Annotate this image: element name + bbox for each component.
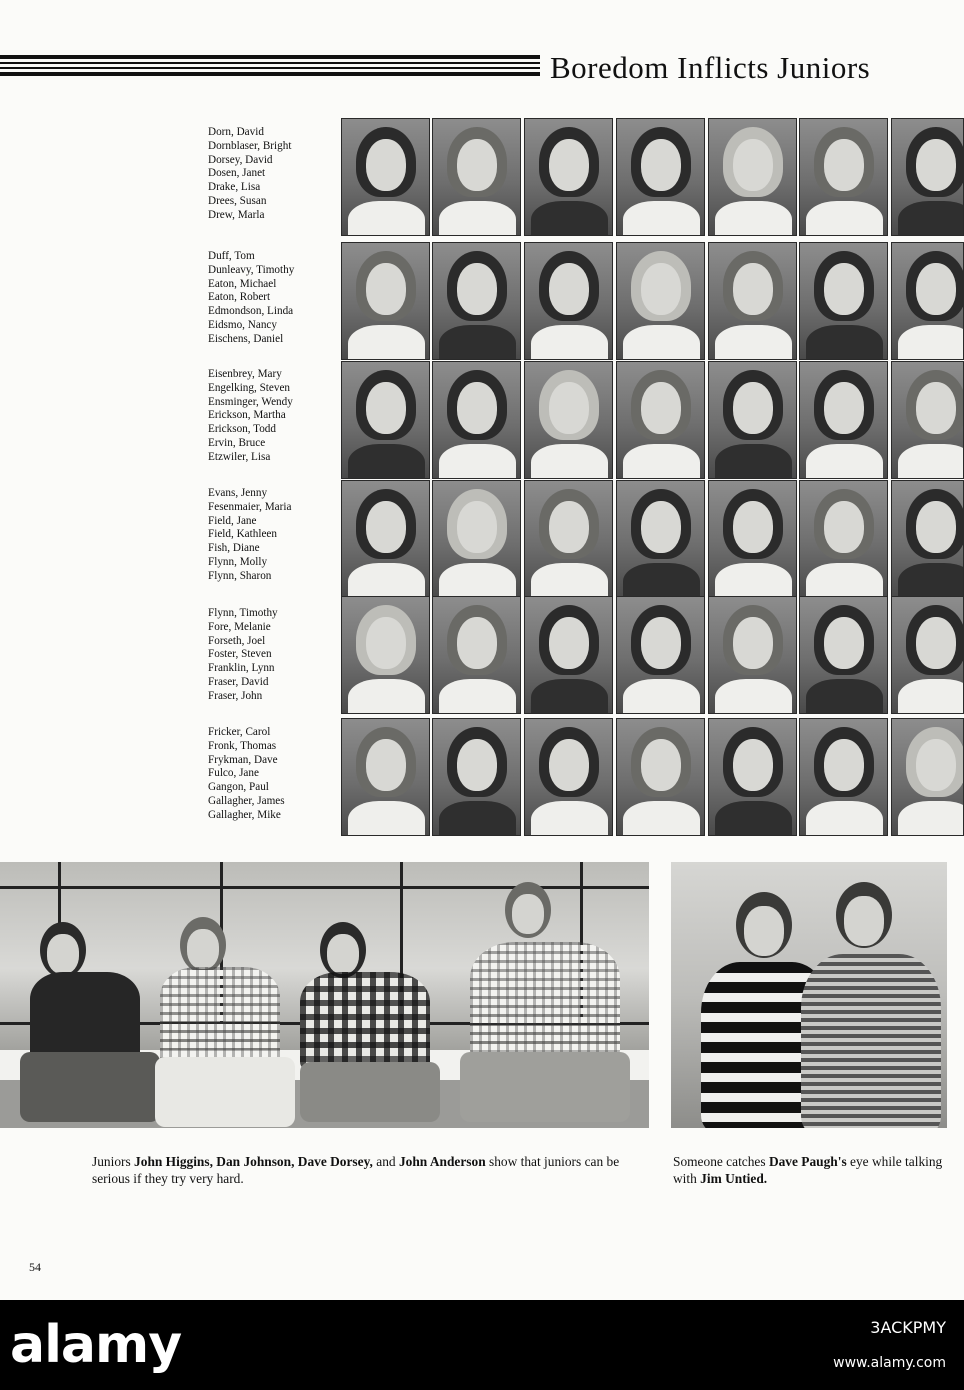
student-name: Fraser, David [208, 675, 269, 688]
student-portrait [524, 361, 613, 479]
caption-names: John Anderson [398, 1154, 486, 1169]
student-name: Gallagher, Mike [208, 808, 281, 821]
student-name: Dorn, David [208, 126, 264, 138]
caption-text: Someone catches [673, 1154, 769, 1169]
caption-group-photo [92, 1153, 652, 1187]
student-name: Frykman, Dave [208, 753, 278, 766]
student-portrait [891, 718, 964, 836]
student-portrait [708, 361, 797, 479]
student-name: Field, Kathleen [208, 528, 277, 541]
student-portrait [341, 118, 430, 236]
portrait-row [341, 718, 964, 836]
student-name: Fore, Melanie [208, 620, 271, 633]
page-number: 54 [29, 1260, 41, 1274]
page-title: Boredom Inflicts Juniors [550, 50, 871, 85]
portrait-row [341, 596, 964, 714]
name-list-row-4 [208, 487, 338, 584]
student-portrait [432, 242, 521, 360]
student-portrait [524, 480, 613, 598]
student-name: Dunleavy, Timothy [208, 263, 295, 276]
student-name: Dorsey, David [208, 153, 273, 166]
caption-names: John Higgins, Dan Johnson, Dave Dorsey, [134, 1154, 373, 1169]
student-portrait [891, 118, 964, 236]
student-portrait [341, 480, 430, 598]
student-name: Eidsmo, Nancy [208, 318, 277, 331]
student-portrait [616, 118, 705, 236]
student-name: Erickson, Todd [208, 423, 276, 436]
student-name: Fish, Diane [208, 542, 260, 555]
student-portrait [524, 242, 613, 360]
caption-text: show that juniors can be serious if they try very hard. [92, 1154, 620, 1186]
student-name: Field, Jane [208, 514, 257, 527]
student-portrait [708, 242, 797, 360]
student-name: Gangon, Paul [208, 781, 269, 794]
student-portrait [432, 596, 521, 714]
student-portrait [616, 480, 705, 598]
student-name: Forseth, Joel [208, 634, 266, 647]
student-name: Dornblaser, Bright [208, 139, 292, 152]
caption-text: eye while talking with [673, 1154, 943, 1186]
portrait-row [341, 480, 964, 598]
student-name: Fraser, John [208, 689, 263, 702]
student-name: Dosen, Janet [208, 167, 266, 180]
name-list-row-6 [208, 726, 338, 823]
student-portrait [708, 596, 797, 714]
student-portrait [891, 361, 964, 479]
student-name: Erickson, Martha [208, 409, 286, 422]
student-name: Drake, Lisa [208, 181, 261, 194]
student-name: Eisenbrey, Mary [208, 368, 282, 380]
name-list-row-3 [208, 368, 338, 465]
student-portrait [799, 242, 888, 360]
student-name: Etzwiler, Lisa [208, 450, 271, 463]
caption-names: Jim Untied. [700, 1171, 768, 1186]
student-portrait [891, 242, 964, 360]
student-portrait [341, 361, 430, 479]
header-rules [0, 55, 540, 76]
student-portrait [708, 718, 797, 836]
portrait-row [341, 361, 964, 479]
student-portrait [891, 480, 964, 598]
student-name: Flynn, Sharon [208, 569, 272, 582]
student-portrait [524, 596, 613, 714]
student-portrait [341, 596, 430, 714]
student-portrait [616, 718, 705, 836]
student-name: Evans, Jenny [208, 487, 268, 499]
student-name: Gallagher, James [208, 794, 285, 807]
student-portrait [432, 480, 521, 598]
student-portrait [341, 718, 430, 836]
student-name: Fulco, Jane [208, 767, 259, 780]
student-portrait [524, 718, 613, 836]
student-portrait [524, 118, 613, 236]
student-portrait [432, 718, 521, 836]
student-name: Ervin, Bruce [208, 436, 266, 449]
student-name: Drees, Susan [208, 194, 267, 207]
student-portrait [616, 242, 705, 360]
student-portrait [708, 118, 797, 236]
alamy-logo: alamy [10, 1315, 182, 1375]
student-name: Fronk, Thomas [208, 739, 277, 752]
group-photo-juniors [0, 862, 649, 1128]
student-name: Drew, Marla [208, 208, 265, 221]
student-name: Eaton, Michael [208, 277, 277, 290]
student-name: Fesenmaier, Maria [208, 500, 292, 513]
caption-text: and [372, 1154, 399, 1169]
caption-text: Juniors [92, 1154, 135, 1169]
name-list-row-2 [208, 250, 338, 347]
student-portrait [708, 480, 797, 598]
student-name: Fricker, Carol [208, 726, 271, 738]
caption-names: Dave Paugh's [768, 1154, 847, 1169]
name-list-row-5 [208, 607, 338, 704]
portrait-row [341, 118, 964, 236]
student-name: Flynn, Molly [208, 555, 268, 568]
student-name: Engelking, Steven [208, 381, 291, 394]
student-portrait [616, 361, 705, 479]
student-name: Duff, Tom [208, 250, 255, 262]
student-portrait [799, 596, 888, 714]
portrait-row [341, 242, 964, 360]
image-id: 3ACKPMY [870, 1318, 946, 1337]
student-name: Flynn, Timothy [208, 607, 278, 619]
photo-two-students [671, 862, 947, 1128]
student-portrait [799, 480, 888, 598]
watermark-url: www.alamy.com [833, 1355, 946, 1371]
student-portrait [616, 596, 705, 714]
student-name: Edmondson, Linda [208, 305, 294, 318]
student-portrait [432, 361, 521, 479]
caption-two-students [673, 1153, 963, 1187]
student-portrait [891, 596, 964, 714]
student-name: Foster, Steven [208, 648, 272, 661]
student-portrait [432, 118, 521, 236]
student-name: Ensminger, Wendy [208, 395, 293, 408]
name-list-row-1 [208, 126, 338, 223]
student-name: Franklin, Lynn [208, 662, 275, 675]
student-portrait [799, 718, 888, 836]
student-portrait [799, 361, 888, 479]
student-name: Eaton, Robert [208, 291, 271, 304]
student-portrait [341, 242, 430, 360]
student-portrait [799, 118, 888, 236]
student-name: Eischens, Daniel [208, 332, 284, 345]
